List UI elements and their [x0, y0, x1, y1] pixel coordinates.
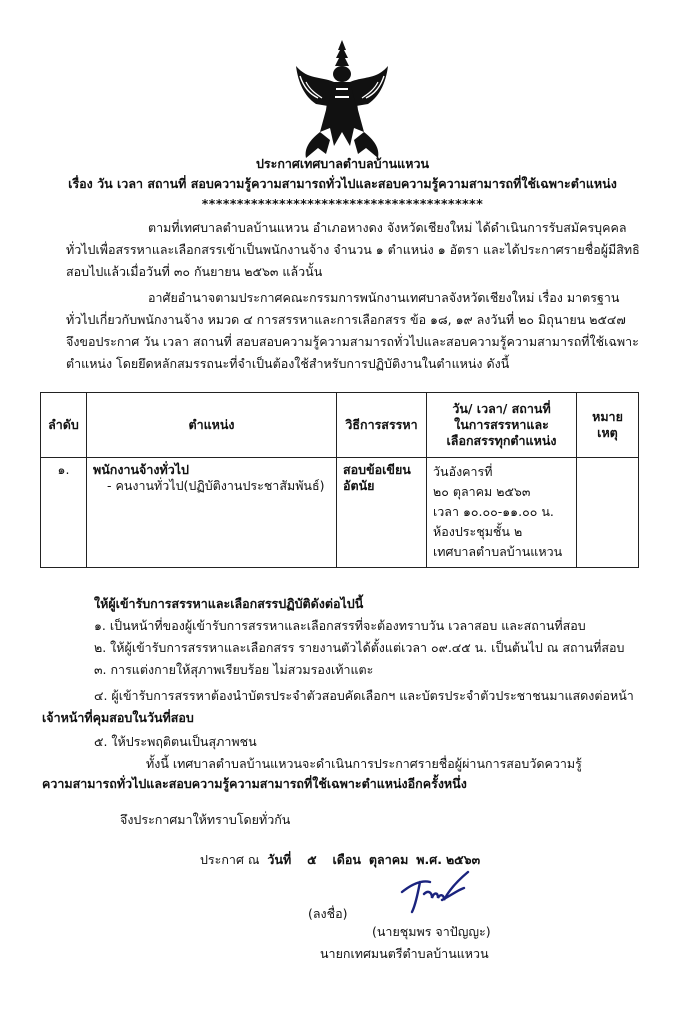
header-no: ลำดับ: [41, 393, 87, 458]
intro-p2-line3: จึงขอประกาศ วัน เวลา สถานที่ สอบสอบความรู้ความสามารถทั่วไปและสอบความรู้ความสามารถที่ใช้เฉพาะ: [66, 334, 639, 349]
closing-line1: ทั้งนี้ เทศบาลตำบลบ้านแหวนจะดำเนินการประกาศรายชื่อผู้ผ่านการสอบวัดความรู้: [146, 756, 582, 771]
row-method-line2: อัตนัย: [343, 478, 375, 493]
signer-name: (นายชุมพร จาปัญญะ): [372, 924, 491, 939]
schedule-table: [40, 392, 639, 568]
row-schedule-line5: เทศบาลตำบลบ้านแหวน: [433, 544, 563, 559]
header-schedule: [427, 393, 577, 458]
header-method: วิธีการสรรหา: [337, 393, 427, 458]
rules-heading: ให้ผู้เข้ารับการสรรหาและเลือกสรรปฏิบัติดังต่อไปนี้: [94, 596, 364, 611]
row-schedule-line1: วันอังคารที่: [433, 464, 493, 479]
announcement-subject: เรื่อง วัน เวลา สถานที่ สอบความรู้ความสามารถทั่วไปและสอบความรู้ความสามารถที่ใช้เฉพาะตำแหน่ง: [68, 176, 617, 191]
header-schedule-line3: เลือกสรรทุกตำแหน่ง: [446, 433, 557, 448]
date-month: ตุลาคม: [368, 852, 409, 867]
intro-p2-line1: อาศัยอำนาจตามประกาศคณะกรรมการพนักงานเทศบาลจังหวัดเชียงใหม่ เรื่อง มาตรฐาน: [148, 290, 620, 305]
intro-p2-line4: ตำแหน่ง โดยยึดหลักสมรรถนะที่จำเป็นต้องใช้สำหรับการปฏิบัติงานในตำแหน่ง ดังนี้: [66, 356, 510, 371]
intro-p2-line2: ทั่วไปเกี่ยวกับพนักงานจ้าง หมวด ๔ การสรรหาและการเลือกสรร ข้อ ๑๘, ๑๙ ลงวันที่ ๒๐ มิถุนายน ๒๕๔๗: [66, 312, 626, 327]
header-position: ตำแหน่ง: [87, 393, 337, 458]
date-month-label: เดือน: [332, 852, 361, 867]
row-schedule-line2: ๒๐ ตุลาคม ๒๕๖๓: [433, 484, 531, 499]
row-position-cell: [87, 458, 337, 568]
header-note: [577, 393, 639, 458]
closing-line2: ความสามารถทั่วไปและสอบความรู้ความสามารถที่ใช้เฉพาะตำแหน่งอีกครั้งหนึ่ง: [42, 776, 467, 791]
rule-4-line2: เจ้าหน้าที่คุมสอบในวันที่สอบ: [42, 710, 194, 725]
date-year: ๒๕๖๓: [445, 852, 481, 867]
row-no-cell: [41, 458, 87, 568]
date-prefix: ประกาศ ณ: [200, 852, 260, 867]
row-position-main: พนักงานจ้างทั่วไป: [93, 462, 189, 477]
closing-announce: จึงประกาศมาให้ทราบโดยทั่วกัน: [120, 812, 291, 827]
header-schedule-line1: วัน/ เวลา/ สถานที่: [452, 401, 551, 416]
header-schedule-line2: ในการสรรหาและ: [454, 417, 549, 432]
handwritten-signature: [398, 866, 478, 922]
intro-p1-line3: สอบไปแล้วเมื่อวันที่ ๓๐ กันยายน ๒๕๖๓ แล้วนั้น: [66, 264, 323, 279]
rule-4-line1: ๔. ผู้เข้ารับการสรรหาต้องนำบัตรประจำตัวสอบคัดเลือกฯ และบัตรประจำตัวประชาชนมาแสดงต่อหน้า: [94, 688, 634, 703]
row-schedule-cell: [427, 458, 577, 568]
rule-3: ๓. การแต่งกายให้สุภาพเรียบร้อย ไม่สวมรองเท้าแตะ: [94, 662, 374, 677]
row-note: [577, 458, 638, 466]
rule-5: ๕. ให้ประพฤติตนเป็นสุภาพชน: [94, 734, 257, 749]
row-position-sub: - คนงานทั่วไป(ปฏิบัติงานประชาสัมพันธ์): [107, 478, 325, 493]
row-schedule-line4: ห้องประชุมชั้น ๒: [433, 524, 523, 539]
rule-2: ๒. ให้ผู้เข้ารับการสรรหาและเลือกสรร รายงานตัวได้ตั้งแต่เวลา ๐๙.๔๕ น. เป็นต้นไป ณ สถานที่สอบ: [94, 640, 625, 655]
row-schedule-line3: เวลา ๑๐.๐๐-๑๑.๐๐ น.: [433, 504, 554, 519]
star-divider: ****************************************: [201, 196, 484, 211]
row-method-cell: [337, 458, 427, 568]
header-note-line2: เหตุ: [597, 425, 618, 440]
date-day: ๕: [307, 852, 317, 867]
intro-p1-line2: ทั่วไปเพื่อสรรหาและเลือกสรรเข้าเป็นพนักงานจ้าง จำนวน ๑ ตำแหน่ง ๑ อัตรา และได้ประกาศรายชื่อผู้มีสิทธิ: [66, 242, 640, 257]
date-year-label: พ.ศ.: [416, 852, 442, 867]
signer-title: นายกเทศมนตรีตำบลบ้านแหวน: [320, 946, 489, 961]
announcement-title: ประกาศเทศบาลตำบลบ้านแหวน: [255, 156, 430, 171]
rule-1: ๑. เป็นหน้าที่ของผู้เข้ารับการสรรหาและเลือกสรรที่จะต้องทราบวัน เวลาสอบ และสถานที่สอบ: [94, 618, 586, 633]
row-no: ๑.: [57, 462, 70, 477]
row-note-cell: [577, 458, 639, 568]
row-method-line1: สอบข้อเขียน: [343, 462, 411, 477]
signed-label: (ลงชื่อ): [308, 906, 348, 921]
garuda-emblem: [290, 36, 394, 160]
table-row: [41, 458, 639, 568]
date-day-label: วันที่: [267, 852, 292, 867]
header-note-line1: หมาย: [592, 409, 623, 424]
table-header-row: [41, 393, 639, 458]
intro-p1-line1: ตามที่เทศบาลตำบลบ้านแหวน อำเภอหางดง จังหวัดเชียงใหม่ ได้ดำเนินการรับสมัครบุคคล: [148, 220, 627, 235]
